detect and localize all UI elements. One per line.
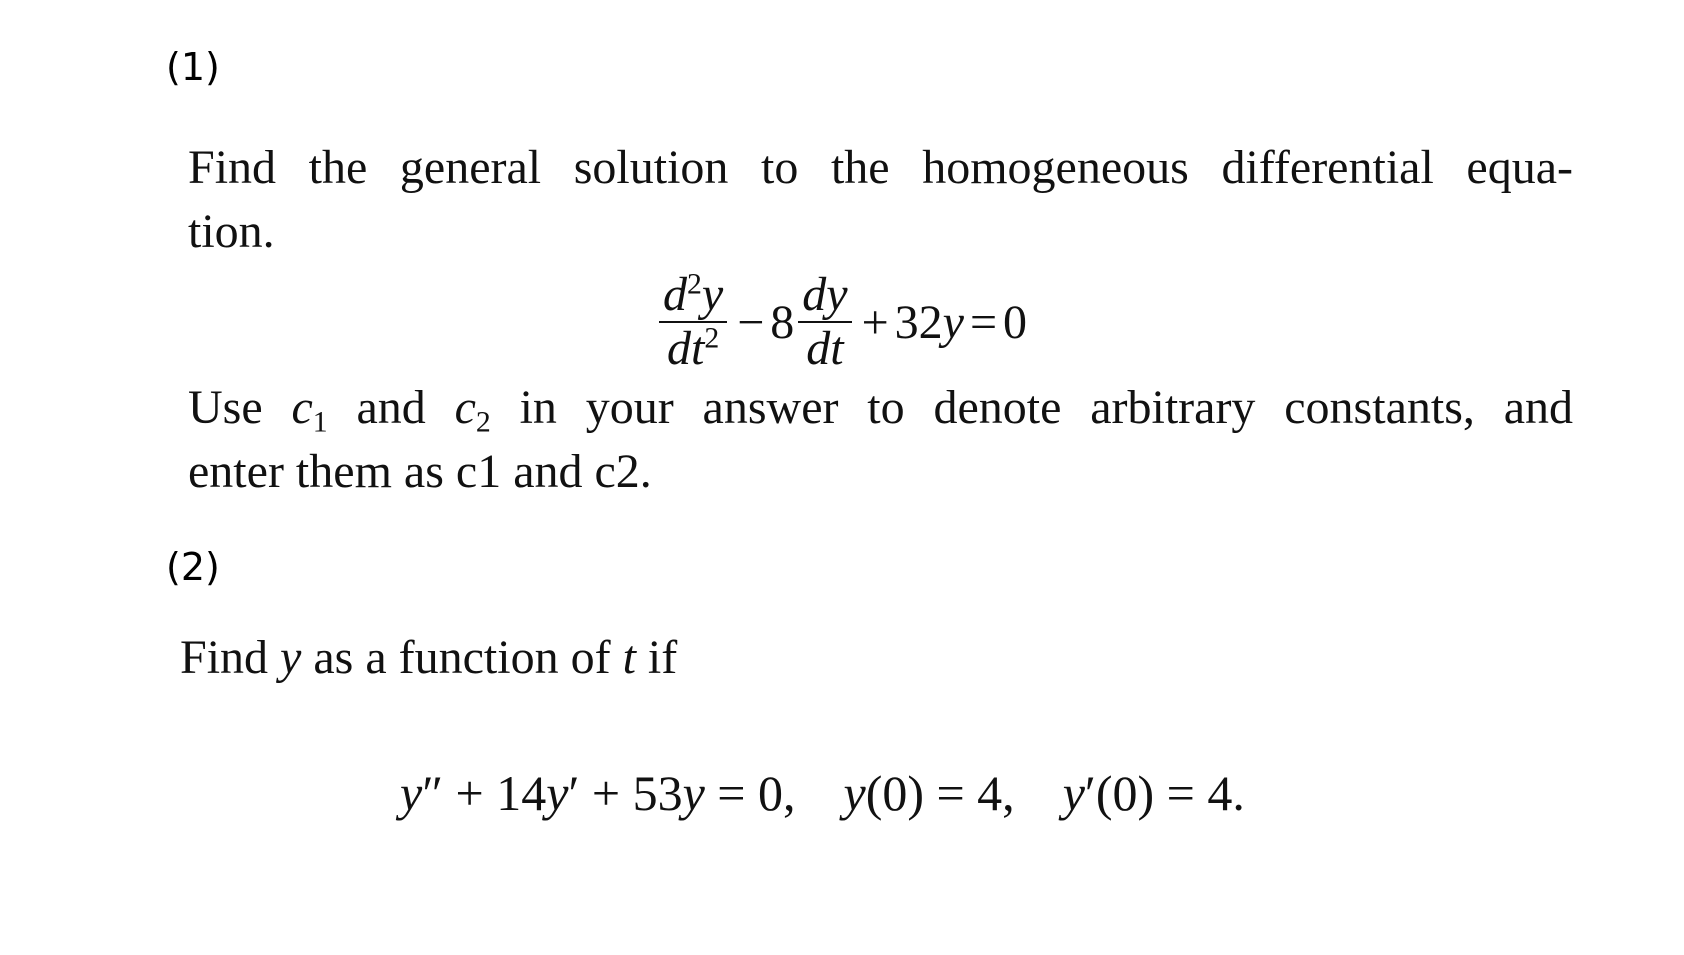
first-derivative-fraction <box>798 269 851 375</box>
y-symbol: y <box>701 268 724 321</box>
variable-t: t <box>622 631 636 684</box>
plus-sign: + <box>861 295 889 349</box>
instructions-line-1: Use $c_1$ and $c_2$ in your answer to denote arbitrary constants, and <box>188 381 1573 439</box>
numerator: dy <box>802 268 848 321</box>
intro-line-2: tion. <box>188 205 275 258</box>
problem-2-number: (2) <box>166 545 220 589</box>
initial-condition-2: y′(0) = 4. <box>1062 765 1245 821</box>
term-32y: 32y <box>894 295 964 349</box>
initial-value-problem <box>400 763 1245 823</box>
second-derivative-fraction <box>659 269 727 375</box>
problem-1-number: (1) <box>166 45 220 89</box>
denominator: dt <box>806 322 844 375</box>
coefficient: 8 <box>770 295 795 349</box>
exponent: 2 <box>704 321 720 355</box>
variable-y: y <box>280 631 302 684</box>
rhs-zero: 0 <box>1003 295 1028 349</box>
d-symbol: d <box>663 268 687 321</box>
constant-c2: $c_2$ <box>454 381 491 439</box>
differential-equation-1 <box>655 262 1027 382</box>
equals-sign: = <box>969 295 998 349</box>
instructions-line-2: enter them as c1 and c2. <box>188 445 652 498</box>
constant-c1: $c_1$ <box>291 381 328 439</box>
intro-line-1: Find the general solution to the homogeneous differential equa- <box>188 141 1573 194</box>
exponent: 2 <box>687 267 702 301</box>
minus-sign: − <box>737 295 765 349</box>
problem-2-prompt: Find y as a function of t if <box>180 631 678 684</box>
initial-condition-1: y(0) = 4, <box>843 765 1015 821</box>
dt-symbol: dt <box>666 322 705 375</box>
problem-1-instructions <box>188 376 1573 504</box>
ode: y″ + 14y′ + 53y = 0, <box>400 765 796 821</box>
problem-1-intro <box>188 136 1573 264</box>
